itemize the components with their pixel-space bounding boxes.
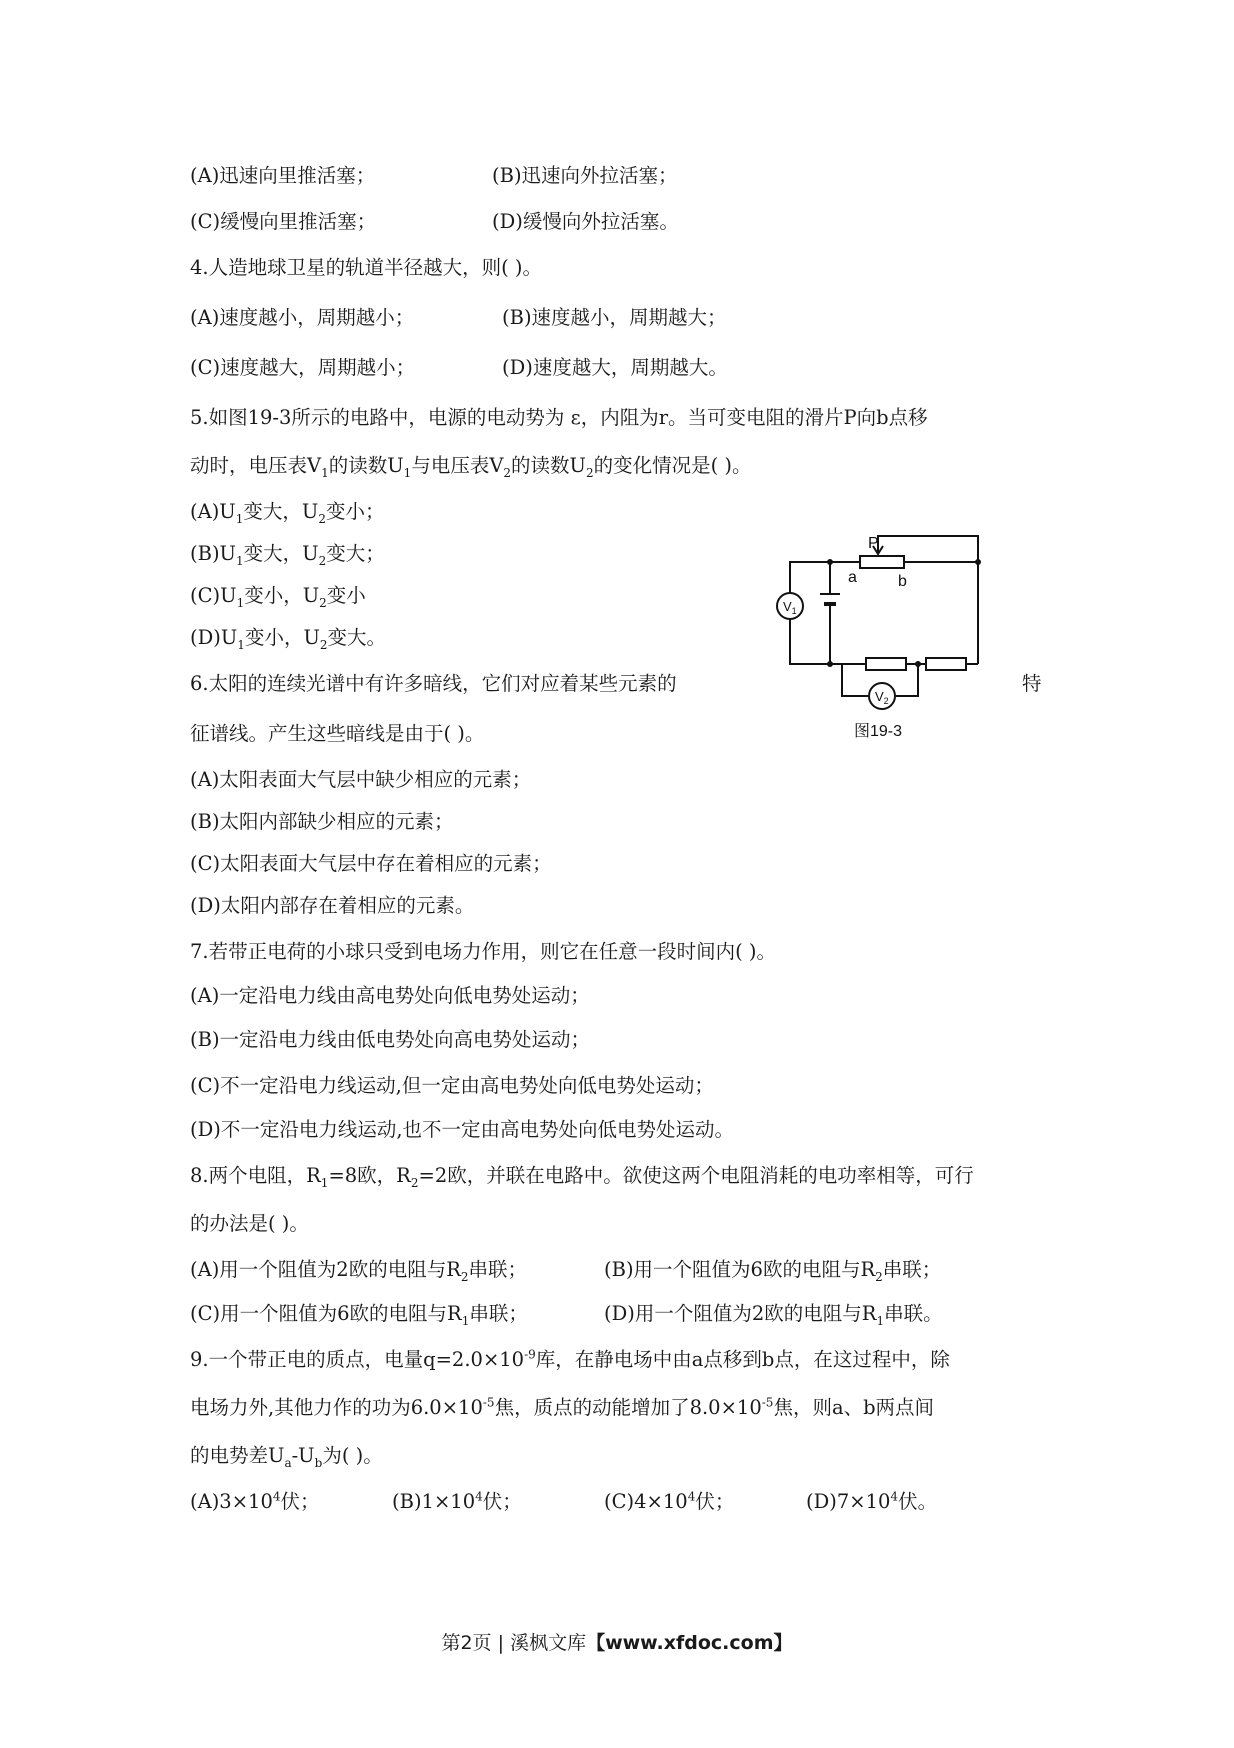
q5-option-c: $(C)U_1$变小，$U_2$变小: [190, 584, 366, 610]
q7-option-d: (D)不一定沿电力线运动,也不一定由高电势处向低电势处运动。: [190, 1118, 735, 1141]
q7-option-a: (A)一定沿电力线由高电势处向低电势处运动；: [190, 984, 590, 1007]
page-number: 第2页: [441, 1632, 492, 1654]
q9-option-d: $(D)7\times 10^4$伏。: [806, 1489, 938, 1513]
q4-option-a: (A)速度越小，周期越小；: [190, 306, 415, 329]
q7-option-b: (B)一定沿电力线由低电势处向高电势处运动；: [190, 1028, 591, 1051]
junction: [827, 559, 833, 565]
site-name: 溪枫文库: [510, 1632, 587, 1654]
q4-option-c: (C)速度越大，周期越小；: [190, 356, 416, 379]
q4-stem: 4.人造地球卫星的轨道半径越大，则( )。: [190, 256, 543, 279]
junction: [975, 559, 981, 565]
footer-separator: |: [497, 1632, 505, 1654]
label-v2: $V_2$: [875, 689, 889, 706]
q9-option-b: $(B)1\times 10^4$伏；: [392, 1489, 522, 1513]
resistor-1: [866, 658, 906, 670]
junction: [827, 661, 833, 667]
q8-option-d: (D)用一个阻值为2欧的电阻与$R_1$串联。: [604, 1302, 943, 1328]
q3-option-c: (C)缓慢向里推活塞；: [190, 210, 377, 233]
q3-option-b: (B)迅速向外拉活塞；: [492, 164, 678, 187]
q9-stem-line1: 9.一个带正电的质点，电量$q=2.0\times 10^{-9}$库，在静电场中由a点移到b点，在这过程中，除: [190, 1347, 950, 1371]
junction: [915, 661, 921, 667]
label-a: a: [848, 569, 857, 586]
label-b: b: [898, 573, 907, 590]
q5-option-b: $(B)U_1$变大，$U_2$变大；: [190, 542, 385, 568]
q8-option-a: (A)用一个阻值为2欧的电阻与$R_2$串联；: [190, 1258, 528, 1284]
q5-option-d: $(D)U_1$变小，$U_2$变大。: [190, 626, 387, 652]
q8-stem-line1: 8.两个电阻，$R_1=8$欧，$R_2=2$欧，并联在电路中。欲使这两个电阻消耗的电功率相等，可行: [190, 1164, 974, 1190]
q9-stem-line2: 电场力外,其他力作的功为$6.0\times 10^{-5}$焦，质点的动能增加了$8.0\times 10^{-5}$焦，则a、b两点间: [190, 1395, 935, 1419]
q7-option-c: (C)不一定沿电力线运动,但一定由高电势处向低电势处运动；: [190, 1074, 714, 1097]
q8-option-c: (C)用一个阻值为6欧的电阻与$R_1$串联；: [190, 1302, 528, 1328]
q9-option-a: $(A)3\times 10^4$伏；: [190, 1489, 320, 1513]
q7-stem: 7.若带正电荷的小球只受到电场力作用，则它在任意一段时间内( )。: [190, 940, 777, 963]
q6-stem-line1: 6.太阳的连续光谱中有许多暗线，它们对应着某些元素的: [190, 672, 677, 695]
q5-option-a: $(A)U_1$变大，$U_2$变小；: [190, 500, 385, 526]
q3-option-a: (A)迅速向里推活塞；: [190, 164, 376, 187]
page-footer: [0, 1628, 1234, 1655]
resistor-2: [926, 658, 966, 670]
rheostat: [860, 556, 904, 568]
circuit-diagram-19-3: [768, 528, 1000, 750]
q8-stem-line2: 的办法是( )。: [190, 1212, 309, 1235]
q5-stem-line2: 动时，电压表$V_1$的读数$U_1$与电压表$V_2$的读数$U_2$的变化情况是( )。: [190, 454, 752, 480]
q9-option-c: $(C)4\times 10^4$伏；: [604, 1489, 735, 1513]
q6-option-a: (A)太阳表面大气层中缺少相应的元素；: [190, 768, 532, 791]
q4-option-d: (D)速度越大，周期越大。: [502, 356, 728, 379]
label-p: P: [868, 535, 879, 552]
q6-option-d: (D)太阳内部存在着相应的元素。: [190, 894, 475, 917]
q6-option-b: (B)太阳内部缺少相应的元素；: [190, 810, 454, 833]
q3-option-d: (D)缓慢向外拉活塞。: [492, 210, 679, 233]
q6-option-c: (C)太阳表面大气层中存在着相应的元素；: [190, 852, 552, 875]
label-v1: $V_1$: [783, 599, 797, 616]
q6-stem-line1-tail: 特: [1022, 672, 1042, 695]
wire-slider: [878, 536, 978, 562]
q8-option-b: (B)用一个阻值为6欧的电阻与$R_2$串联；: [604, 1258, 942, 1284]
q4-option-b: (B)速度越小，周期越大；: [502, 306, 727, 329]
site-url: 【www.xfdoc.com】: [586, 1632, 793, 1654]
wire-v2-left: [842, 664, 868, 696]
q9-stem-line3: 的电势差$U_a-U_b$为( )。: [190, 1444, 383, 1470]
figure-caption: 图19-3: [854, 723, 903, 740]
q6-stem-line2: 征谱线。产生这些暗线是由于( )。: [190, 722, 485, 745]
q5-stem-line1: 5.如图19-3所示的电路中，电源的电动势为 ε，内阻为r。当可变电阻的滑片P向b点移: [190, 406, 928, 429]
